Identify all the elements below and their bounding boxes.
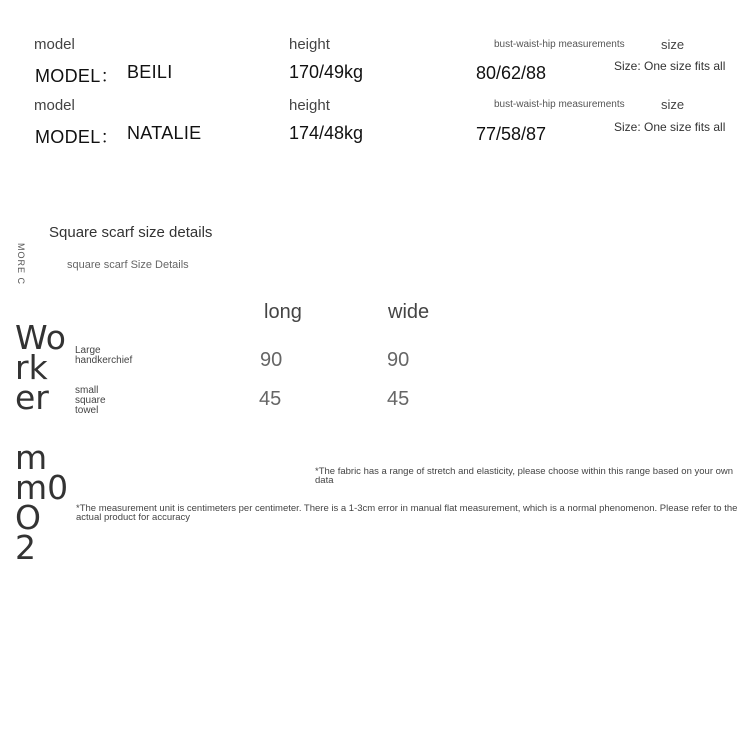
measurements-header: bust-waist-hip measurements [494,99,625,110]
model-prefix: MODEL： [35,127,119,147]
model-measurements: 77/58/87 [476,124,547,144]
row-value-wide: 90 [387,349,410,371]
size-details-title: Square scarf size details [49,224,213,241]
size-header: size [661,37,685,52]
row-value-long: 45 [259,388,282,410]
fabric-note: *The fabric has a range of stretch and elasticity, please choose within this range based on your own data [315,466,734,486]
height-header: height [289,36,330,53]
height-header: height [289,97,330,114]
column-header-wide: wide [388,301,430,323]
model-measurements: 80/62/88 [476,63,547,83]
model-height-weight: 174/48kg [289,123,364,143]
model-size: Size: One size fits all [614,59,726,73]
model-prefix: MODEL： [35,66,119,86]
row-value-long: 90 [260,349,283,371]
size-details-subtitle: square scarf Size Details [67,259,189,271]
decorative-side-text: Wo rk er m m0 O 2 [15,318,69,567]
model-name: BEILI [127,62,173,82]
row-label-small-square-towel: small square towel [75,385,106,416]
model-header: model [34,36,75,53]
size-header: size [661,97,685,112]
model-size: Size: One size fits all [614,120,726,134]
measurement-note: *The measurement unit is centimeters per centimeter. There is a 1-3cm error in manual flat measurement, which is a normal phenomenon. Please refer to the actual product for accuracy [76,503,738,523]
model-height-weight: 170/49kg [289,62,364,82]
vertical-side-text: MORE C [16,243,26,285]
column-header-long: long [264,301,302,323]
row-label-large-handkerchief: Large handkerchief [75,345,133,366]
row-value-wide: 45 [387,388,410,410]
model-header: model [34,97,75,114]
model-name: NATALIE [127,123,202,143]
measurements-header: bust-waist-hip measurements [494,39,625,50]
